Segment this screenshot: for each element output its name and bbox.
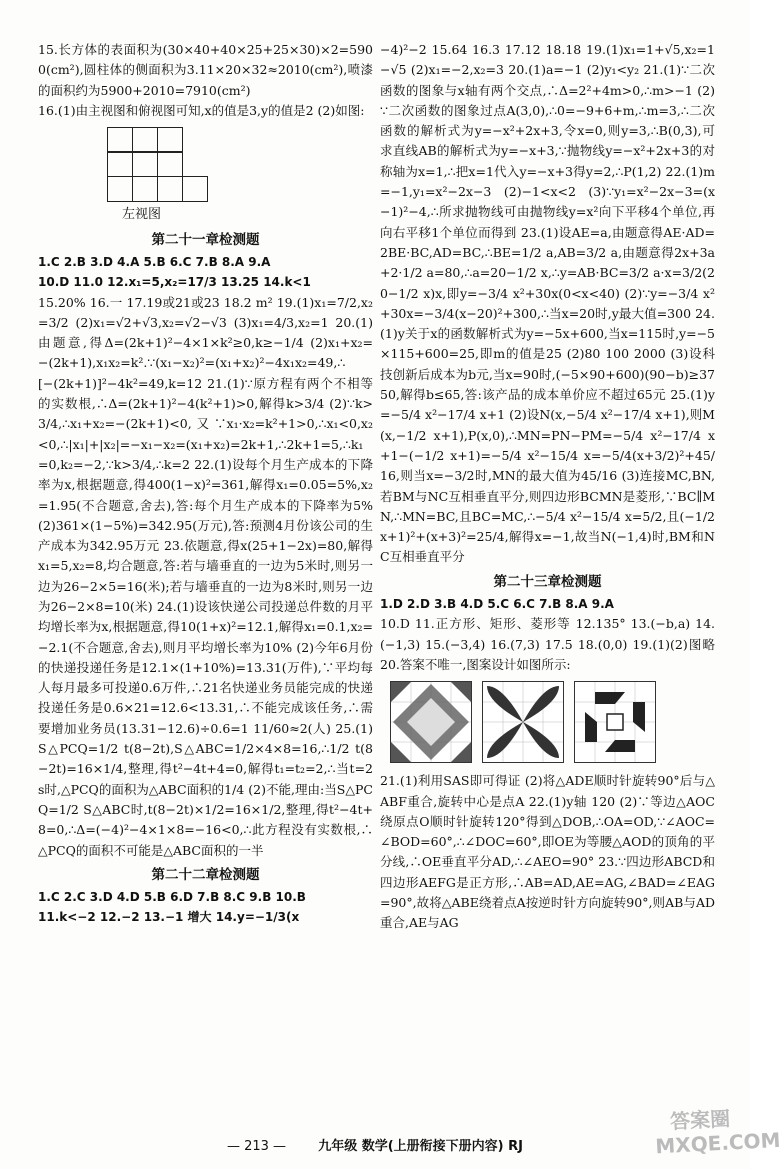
grid-square xyxy=(157,176,183,202)
page-footer xyxy=(0,1135,750,1154)
grid-row xyxy=(108,177,208,202)
answer-paragraph: −4)²−2 15.64 16.3 17.12 18.18 19.(1)x₁=1+√5,x₂=1−√5 (2)x₁=−2,x₂=3 20.(1)a=−1 (2)y₁<y₂ 21.(1)∵二次函数的图象与x轴有两个交点,∴Δ=2²+4m>0,∴m>−1 (2)∵二次函数的图象过点A(3,0),∴0=−9+6+m,∴m=3,∴二次函数的解析式为y=−x²+2x+3,令x=0,则y=3,∴B(0,3),可求直线AB的解析式为y=−x+3,∵抛物线y=−x²+2x+3的对称轴为x=1,∴把x=1代入y=−x+3得y=2,∴P(1,2) 22.(1)m=−1,y₁=x²−2x−3 (2)−1<x<2 (3)∵y₁=x²−2x−3=(x−1)²−4,∴所求抛物线可由抛物线y=x²向下平移4个单位,再向右平移1个单位而得到 23.(1)设AE=a,由题意得AE·AD=2BE·BC,AD=BC,∴BE=1/2 a,AB=3/2 a,由题意得2x+3a+2·1/2 a=80,∴a=20−1/2 x,∴y=AB·BC=3/2 a·x=3/2(20−1/2 x)x,即y=−3/4 x²+30x(0<x<40) (2)∵y=−3/4 x²+30x=−3/4(x−20)²+300,∴当x=20时,y最大值=300 24.(1)y关于x的函数解析式为y=−5x+600,当x=115时,y=−5×115+600=25,即m的值是25 (2)80 100 2000 (3)设科技创新后成本为b元,当x=90时,(−5×90+600)(90−b)≥3750,解得b≤65,答:该产品的成本单价应不超过65元 25.(1)y=−5/4 x²−17/4 x+1 (2)设N(x,−5/4 x²−17/4 x+1),则M(x,−1/2 x+1),P(x,0),∴MN=PN−PM=−5/4 x²−17/4 x+1−(−1/2 x+1)=−5/4 x²−15/4 x=−5/4(x+3/2)²+45/16,则当x=−3/2时,MN的最大值为45/16 (3)连接MC,BN,若BM与NC互相垂直平分,则四边形BCMN是菱形,∵BC∥MN,∴MN=BC,且BC=MC,∴−5/4 x²−15/4 x=5/2,且(−1/2 x+1)²+(x+3)²=25/4,解得x=−1,故当N(−1,4)时,BM和NC互相垂直平分 xyxy=(380,42,715,565)
right-column xyxy=(380,40,715,934)
grid-row xyxy=(108,127,208,152)
pattern-designs xyxy=(390,681,715,763)
multiple-choice-answers: 1.D 2.D 3.B 4.D 5.C 6.C 7.B 8.A 9.A xyxy=(380,597,614,612)
grid-gap xyxy=(182,127,208,153)
site-watermark: 答案圈 MXQE.COM xyxy=(654,1106,782,1159)
multiple-choice-answers: 1.C 2.B 3.D 4.A 5.B 6.C 7.B 8.A 9.A xyxy=(38,254,271,269)
grid-square xyxy=(157,127,183,153)
grid-gap xyxy=(182,151,208,177)
pattern-pinwheel-icon xyxy=(574,681,656,763)
answer-paragraph: 21.(1)利用SAS即可得证 (2)将△ADE顺时针旋转90°后与△ABF重合,旋转中心是点A 22.(1)y轴 120 (2)∵等边△AOC绕原点O顺时针旋转120°得到△DOB,∴OA=OD,∵∠AOC=∠BOD=60°,∴∠DOC=60°,即OE为等腰△AOD的顶角的平分线,∴OE垂直平分AD,∴∠AEO=90° 23.∵四边形ABCD和四边形AEFG是正方形,∴AB=AD,AE=AG,∠BAD=∠EAG=90°,故将△ABE绕着点A按逆时针方向旋转90°,则AB与AD重合,AE与AG xyxy=(380,773,715,931)
grid-square xyxy=(107,127,133,153)
grid-row xyxy=(108,152,208,177)
chapter-heading: 第二十三章检测题 xyxy=(493,573,602,590)
grid-square xyxy=(132,151,158,177)
answer-paragraph: 10.D 11.正方形、矩形、菱形等 12.135° 13.(−b,a) 14.(−1,3) 15.(−3,4) 16.(7,3) 17.5 18.(0,0) 19.(1)(2)图略 20.答案不唯一,图案设计如图所示: xyxy=(380,616,715,672)
grid-square xyxy=(182,176,208,202)
figure-caption: 左视图 xyxy=(122,207,162,223)
book-title: 九年级 数学(上册衔接下册内容) RJ xyxy=(318,1139,523,1154)
multiple-choice-answers: 10.D 11.0 12.x₁=5,x₂=17/3 13.25 14.k<1 xyxy=(38,275,311,290)
grid-square xyxy=(107,176,133,202)
pattern-leaf-icon xyxy=(482,681,564,763)
answer-paragraph: 15.20% 16.一 17.19或21或23 18.2 m² 19.(1)x₁=7/2,x₂=3/2 (2)x₁=√2+√3,x₂=√2−√3 (3)x₁=4/3,x₂=1 20.(1)由题意,得Δ=(2k+1)²−4×1×k²≥0,k≥−1/4 (2)x₁+x₂=−(2k+1),x₁x₂=k².∵(x₁−x₂)²=(x₁+x₂)²−4x₁x₂=49,∴[−(2k+1)]²−4k²=49,k=12 21.(1)∵原方程有两个不相等的实数根,∴Δ=(2k+1)²−4(k²+1)>0,解得k>3/4 (2)∵k>3/4,∴x₁+x₂=−(2k+1)<0,又∵x₁·x₂=k²+1>0,∴x₁<0,x₂<0,∴|x₁|+|x₂|=−x₁−x₂=(x₁+x₂)=2k+1,∴2k+1=5,∴k₁=0,k₂=−2,∵k>3/4,∴k=2 22.(1)设每个月生产成本的下降率为x,根据题意,得400(1−x)²=361,解得x₁=0.05=5%,x₂=1.95(不合题意,舍去),答:每个月生产成本的下降率为5% (2)361×(1−5%)=342.95(万元),答:预测4月份该公司的生产成本为342.95万元 23.依题意,得x(25+1−2x)=80,解得x₁=5,x₂=8,均合题意,答:若与墙垂直的一边为5米时,则另一边为26−2×5=16(米);若与墙垂直的一边为8米时,则另一边为26−2×8=10(米) 24.(1)设该快递公司投递总件数的月平均增长率为x,根据题意,得10(1+x)²=12.1,解得x₁=0.1,x₂=−2.1(不合题意,舍去),则月平均增长率为10% (2)今年6月份的快递投递任务是12.1×(1+10%)=13.31(万件),∵平均每人每月最多可投递0.6万件,∴21名快递业务员能完成的快递投递任务是0.6×21=12.6<13.31,∴不能完成该任务,∴需要增加业务员(13.31−12.6)÷0.6=1 11/60≈2(人) 25.(1)S△PCQ=1/2 t(8−2t),S△ABC=1/2×4×8=16,∴1/2 t(8−2t)=16×1/4,整理,得t²−4t+4=0,解得t₁=t₂=2,∴当t=2 s时,△PCQ的面积为△ABC面积的1/4 (2)不能,理由:当S△PCQ=1/2 S△ABC时,t(8−2t)×1/2=16×1/2,整理,得t²−4t+8=0,∴Δ=(−4)²−4×1×8=−16<0,∴此方程没有实数根,∴△PCQ的面积不可能是△ABC面积的一半 xyxy=(38,294,373,858)
grid-square xyxy=(132,127,158,153)
side-view-figure xyxy=(108,127,208,201)
answer-paragraph: 16.(1)由主视图和俯视图可知,x的值是3,y的值是2 (2)如图: xyxy=(38,102,365,118)
chapter-heading: 第二十一章检测题 xyxy=(151,231,260,248)
multiple-choice-answers: 11.k<−2 12.−2 13.−1 增大 14.y=−1/3(x xyxy=(38,910,300,925)
answer-paragraph: 15.长方体的表面积为(30×40+40×25+25×30)×2=5900(cm²),圆柱体的侧面积为3.11×20×32≈2010(cm²),喷漆的面积约为5900+2010=7910(cm²) xyxy=(38,42,373,98)
grid-square xyxy=(107,151,133,177)
page-number: — 213 — xyxy=(226,1139,287,1154)
chapter-heading: 第二十二章检测题 xyxy=(151,866,260,883)
pattern-diamond-icon xyxy=(390,681,472,763)
multiple-choice-answers: 1.C 2.C 3.D 4.D 5.B 6.D 7.B 8.C 9.B 10.B xyxy=(38,890,306,905)
grid-square xyxy=(157,151,183,177)
left-column xyxy=(38,40,373,928)
grid-square xyxy=(132,176,158,202)
